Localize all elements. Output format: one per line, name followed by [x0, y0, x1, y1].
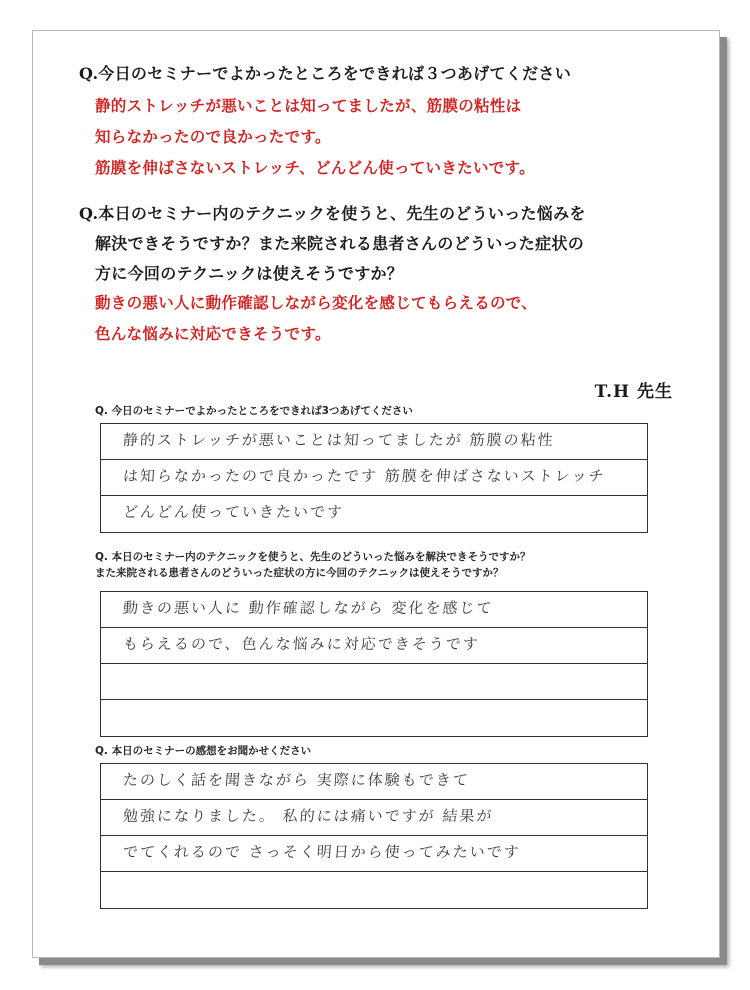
- form-question-line: また来院される患者さんのどういった症状の方に今回のテクニックは使えそうですか？: [95, 567, 504, 579]
- form-row: [101, 800, 647, 836]
- question-line: 方に今回のテクニックは使えそうですか？: [95, 264, 404, 283]
- form-row: [101, 592, 647, 628]
- form-answer-box-3: [100, 763, 648, 909]
- form-question-line: Q. 本日のセミナー内のテクニックを使うと、先生のどういった悩みを解決できそうですか？: [95, 551, 531, 563]
- handwritten-text: 動きの悪い人に 動作確認しながら 変化を感じて: [122, 599, 495, 617]
- answer-line: 色んな悩みに対応できそうです。: [95, 324, 331, 343]
- question-line: 解決できそうですか？また来院される患者さんのどういった症状の: [95, 234, 585, 253]
- form-row: [101, 764, 647, 800]
- form-row: [101, 836, 647, 872]
- answer-line: 知らなかったので良かったです。: [95, 127, 331, 146]
- typed-question-2: [79, 199, 586, 289]
- form-question-1: [95, 403, 413, 419]
- typed-answer-1: [95, 90, 535, 183]
- question-line: Q.今日のセミナーでよかったところをできれば３つあげてください: [79, 64, 572, 83]
- paper-sheet: [32, 30, 720, 958]
- handwritten-text: もらえるので、色んな悩みに対応できそうです: [122, 635, 481, 653]
- form-answer-box-2: [100, 591, 648, 737]
- handwritten-text: は知らなかったので良かったです 筋膜を伸ばさないストレッチ: [122, 467, 607, 485]
- typed-answer-2: [95, 287, 537, 349]
- typed-question-1: [79, 59, 571, 89]
- question-line: Q.本日のセミナー内のテクニックを使うと、先生のどういった悩みを: [79, 204, 586, 223]
- handwritten-text: どんどん使っていきたいです: [122, 503, 345, 521]
- form-row: [101, 424, 647, 460]
- answer-line: 筋膜を伸ばさないストレッチ、どんどん使っていきたいです。: [95, 158, 535, 177]
- form-row: [101, 872, 647, 908]
- form-question-line: Q. 本日のセミナーの感想をお聞かせください: [95, 745, 312, 757]
- answer-line: 静的ストレッチが悪いことは知ってましたが、筋膜の粘性は: [95, 96, 522, 115]
- handwritten-text: でてくれるので さっそく明日から使ってみたいです: [122, 843, 522, 861]
- form-row: [101, 496, 647, 532]
- form-question-line: Q. 今日のセミナーでよかったところをできれば3つあげてください: [95, 405, 413, 417]
- form-row: [101, 628, 647, 664]
- form-answer-box-1: [100, 423, 648, 533]
- form-row: [101, 460, 647, 496]
- signature: T.H 先生: [594, 382, 673, 402]
- handwritten-text: たのしく話を聞きながら 実際に体験もできて: [122, 771, 471, 789]
- form-question-3: [95, 743, 311, 759]
- form-question-2: [95, 549, 531, 581]
- form-row: [101, 700, 647, 736]
- form-row: [101, 664, 647, 700]
- handwritten-text: 勉強になりました。 私的には痛いですが 結果が: [122, 807, 495, 825]
- handwritten-text: 静的ストレッチが悪いことは知ってましたが 筋膜の粘性: [122, 431, 556, 449]
- answer-line: 動きの悪い人に動作確認しながら変化を感じてもらえるので、: [95, 293, 538, 312]
